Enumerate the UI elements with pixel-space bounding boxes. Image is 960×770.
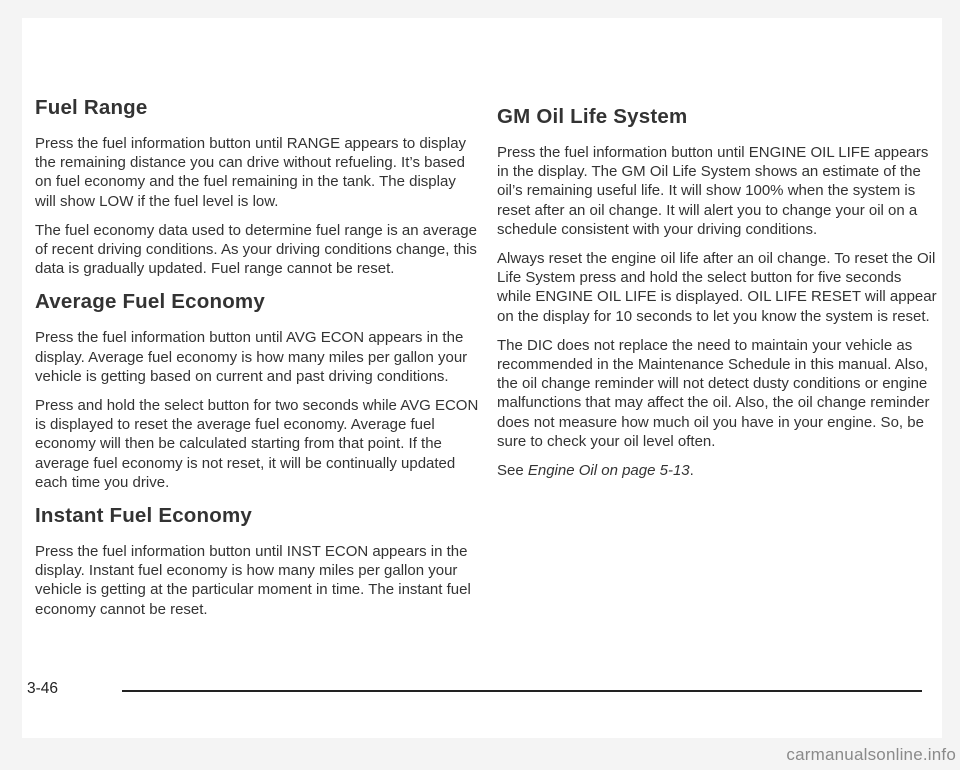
paragraph: Always reset the engine oil life after an oil change. To reset the Oil Life System press and hold the select button for five seconds while ENGINE OIL LIFE is displayed. OIL LIFE RESET will appear on the display for 10 seconds to let you know the system is reset.: [497, 250, 937, 325]
watermark: carmanualsonline.info: [786, 745, 956, 764]
page-number: 3-46: [27, 680, 59, 697]
section-instant-fuel-economy: [35, 504, 480, 619]
page-footer: [27, 680, 937, 700]
paragraph: Press the fuel information button until ENGINE OIL LIFE appears in the display. The GM Oil Life System shows an estimate of the oil’s remaining useful life. It will show 100% when the system is reset after an oil change. It will alert you to change your oil on a schedule consistent with your driving conditions.: [497, 144, 929, 238]
heading-instant-fuel-economy: Instant Fuel Economy: [35, 504, 252, 528]
paragraph: Press the fuel information button until AVG ECON appears in the display. Average fuel economy is how many miles per gallon your vehicle is getting based on current and past driving conditions.: [35, 329, 468, 385]
manual-page: [22, 18, 942, 738]
section-average-fuel-economy: [35, 290, 480, 492]
footer-rule: [122, 690, 922, 692]
heading-average-fuel-economy: Average Fuel Economy: [35, 290, 265, 314]
paragraph: The DIC does not replace the need to maintain your vehicle as recommended in the Maintenance Schedule in this manual. Also, the oil change reminder will not detect dusty conditions or engine malfunctions that may affect the oil. Also, the oil change reminder does not measure how much oil you have in your engine. So, be sure to check your oil level often.: [497, 336, 930, 450]
heading-fuel-range: Fuel Range: [35, 96, 148, 119]
paragraph: The fuel economy data used to determine fuel range is an average of recent driving conditions. As your driving conditions change, this data is gradually updated. Fuel range cannot be reset.: [35, 221, 477, 278]
paragraph: Press the fuel information button until RANGE appears to display the remaining distance you can drive without refueling. It’s based on fuel economy and the fuel remaining in the tank. The display will show LOW if the fuel level is low.: [35, 135, 467, 210]
right-column: [497, 105, 937, 490]
section-oil-life-system: [497, 105, 937, 480]
see-also: [497, 461, 937, 480]
left-column: [35, 96, 480, 629]
see-suffix: .: [689, 462, 694, 480]
see-prefix: See: [497, 462, 528, 480]
paragraph: Press and hold the select button for two seconds while AVG ECON is displayed to reset the average fuel economy. Average fuel economy will then be calculated starting from that point. If the average fuel economy is not reset, it will be continually updated each time you drive.: [35, 397, 479, 491]
paragraph: Press the fuel information button until INST ECON appears in the display. Instant fuel economy is how many miles per gallon your vehicle is getting at the particular moment in time. The instant fuel economy cannot be reset.: [35, 543, 471, 618]
heading-oil-life-system: GM Oil Life System: [497, 105, 688, 128]
page-reference-link[interactable]: Engine Oil on page 5-13: [527, 462, 690, 480]
section-fuel-range: [35, 96, 480, 278]
